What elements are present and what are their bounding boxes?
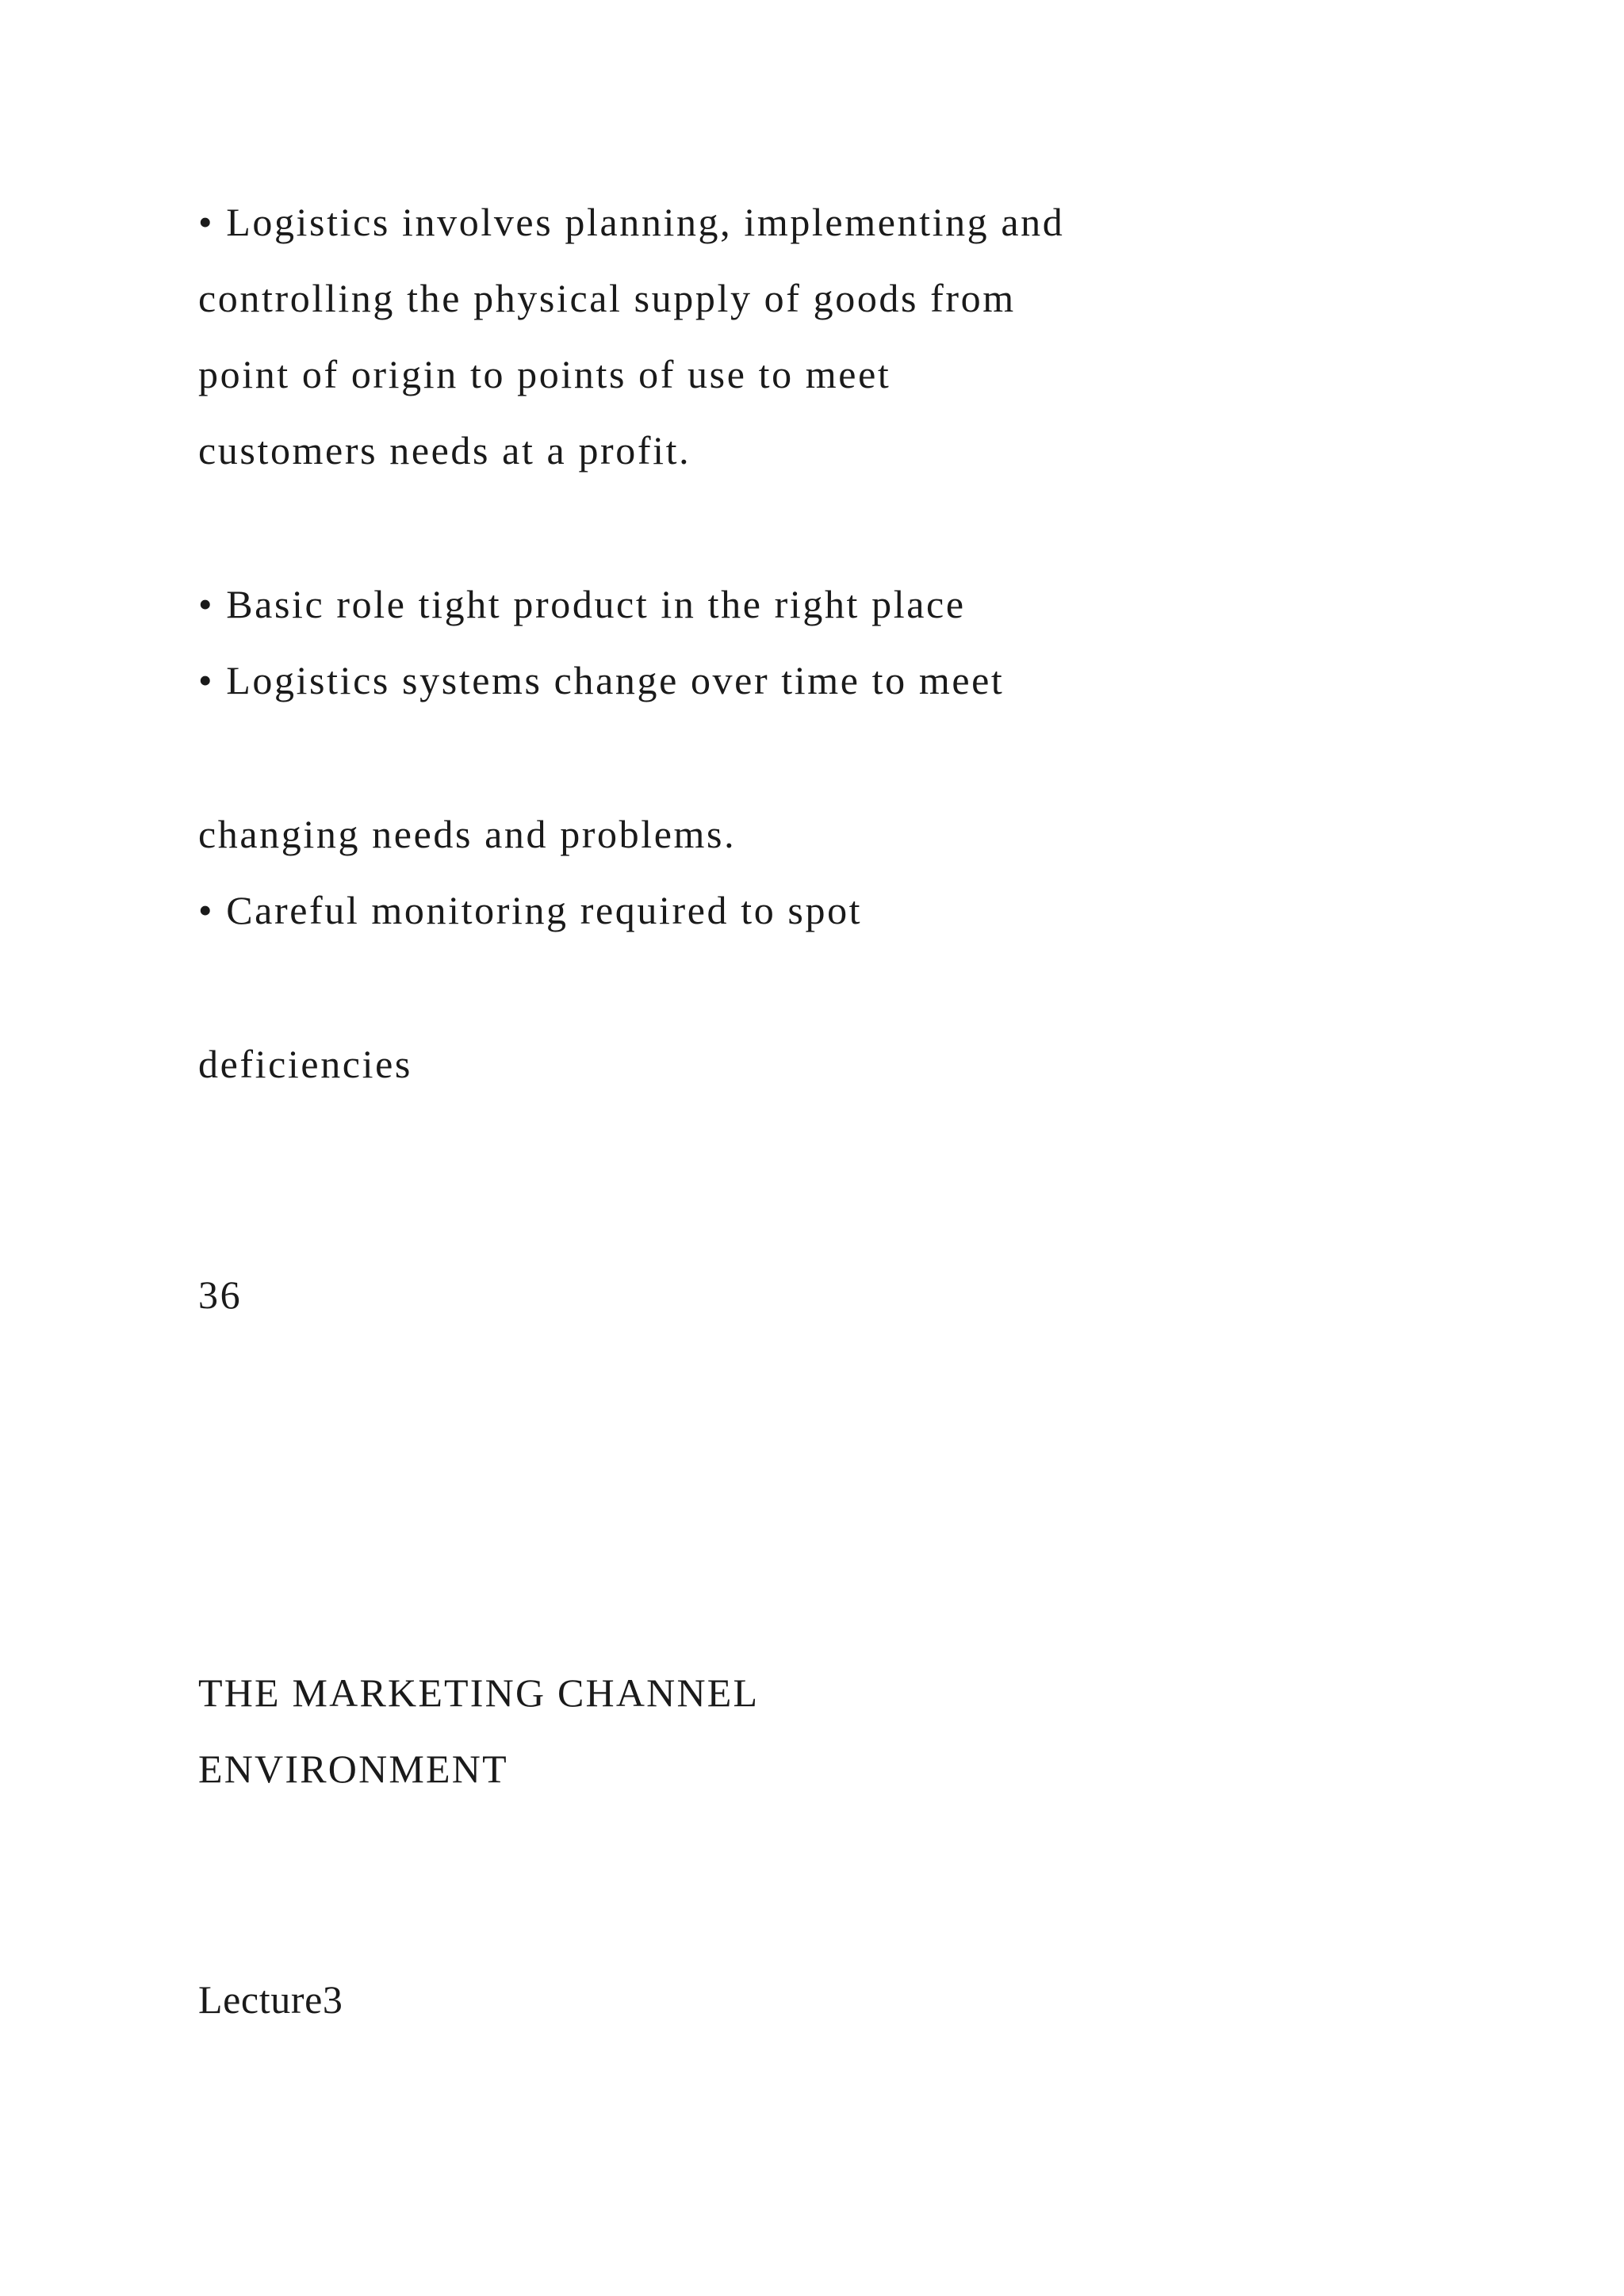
paragraph-line: customers needs at a profit. [198, 428, 691, 473]
bullet-systems-change: • Logistics systems change over time to meet [198, 658, 1005, 702]
bullet-basic-role: • Basic role tight product in the right place [198, 582, 966, 626]
page-number: 36 [198, 1272, 243, 1317]
bullet-systems-change-continued: changing needs and problems. [198, 812, 737, 856]
paragraph-line: point of origin to points of use to meet [198, 352, 891, 396]
paragraph-line: • Logistics involves planning, implementing and [198, 200, 1065, 244]
bullet-monitoring-continued: deficiencies [198, 1042, 412, 1086]
section-heading-line1: THE MARKETING CHANNEL [198, 1670, 760, 1715]
bullet-monitoring: • Careful monitoring required to spot [198, 888, 863, 932]
lecture-label: Lecture3 [198, 1977, 343, 2022]
section-heading-line2: ENVIRONMENT [198, 1747, 508, 1791]
paragraph-line: controlling the physical supply of goods from [198, 276, 1016, 320]
